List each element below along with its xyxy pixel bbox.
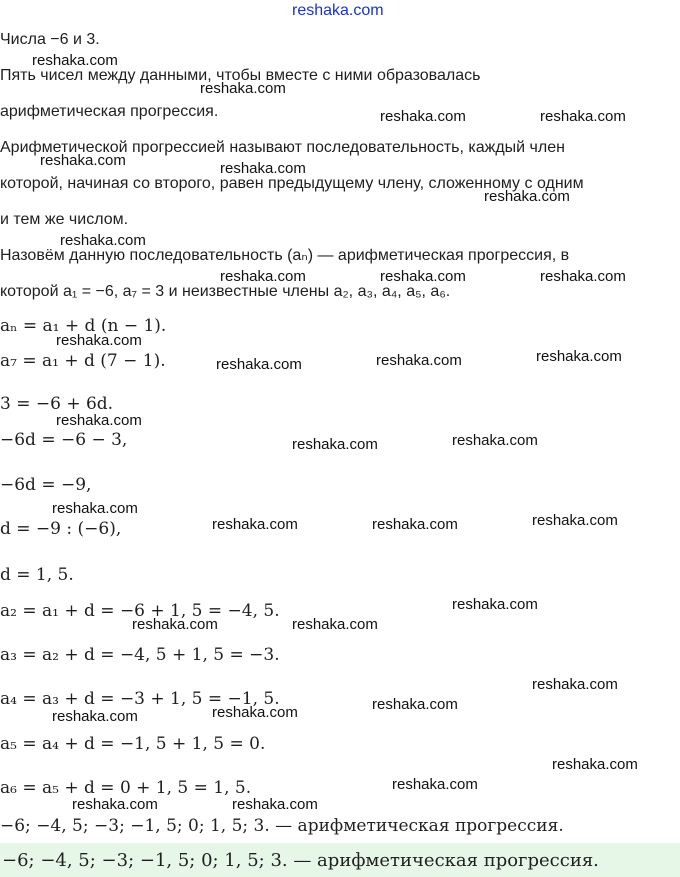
watermark: reshaka.com	[40, 152, 126, 169]
watermark: reshaka.com	[536, 348, 622, 365]
watermark: reshaka.com	[552, 756, 638, 773]
watermark: reshaka.com	[220, 268, 306, 285]
watermark: reshaka.com	[532, 512, 618, 529]
watermark: reshaka.com	[56, 412, 142, 429]
watermark: reshaka.com	[232, 796, 318, 813]
formula-a2: a₂ = a₁ + d = −6 + 1, 5 = −4, 5.	[0, 601, 280, 621]
formula-general: aₙ = a₁ + d (n − 1).	[0, 316, 167, 336]
watermark: reshaka.com	[220, 160, 306, 177]
watermark: reshaka.com	[52, 708, 138, 725]
watermark: reshaka.com	[212, 516, 298, 533]
watermark: reshaka.com	[56, 332, 142, 349]
watermark: reshaka.com	[484, 188, 570, 205]
text-line-definition-2: которой, начиная со второго, равен предыдущему члену, сложенному с одним	[0, 175, 584, 192]
watermark: reshaka.com	[292, 436, 378, 453]
watermark: reshaka.com	[212, 704, 298, 721]
formula-step-1: 3 = −6 + 6d.	[0, 394, 114, 414]
text-line-naming-2: которой a₁ = −6, a₇ = 3 и неизвестные члены a₂, a₃, a₄, a₅, a₆.	[0, 283, 451, 300]
formula-step-4: d = −9 : (−6),	[0, 519, 122, 539]
watermark: reshaka.com	[292, 616, 378, 633]
formula-a7: a₇ = a₁ + d (7 − 1).	[0, 351, 166, 371]
watermark: reshaka.com	[372, 516, 458, 533]
formula-a5: a₅ = a₄ + d = −1, 5 + 1, 5 = 0.	[0, 734, 266, 754]
watermark: reshaka.com	[372, 696, 458, 713]
watermark: reshaka.com	[532, 676, 618, 693]
text-line-naming: Назовём данную последовательность (aₙ) — арифметическая прогрессия, в	[0, 247, 570, 264]
watermark: reshaka.com	[72, 796, 158, 813]
watermark: reshaka.com	[380, 268, 466, 285]
formula-a4: a₄ = a₃ + d = −3 + 1, 5 = −1, 5.	[0, 689, 280, 709]
watermark: reshaka.com	[32, 52, 118, 69]
watermark: reshaka.com	[376, 352, 462, 369]
watermark: reshaka.com	[380, 108, 466, 125]
formula-step-3: −6d = −9,	[0, 475, 92, 495]
text-line-numbers: Числа −6 и 3.	[0, 31, 100, 48]
watermark: reshaka.com	[540, 268, 626, 285]
text-line-task-cont: арифметическая прогрессия.	[0, 103, 219, 120]
answer-box	[0, 843, 680, 877]
watermark: reshaka.com	[200, 80, 286, 97]
formula-a3: a₃ = a₂ + d = −4, 5 + 1, 5 = −3.	[0, 645, 280, 665]
watermark: reshaka.com	[452, 432, 538, 449]
watermark: reshaka.com	[392, 776, 478, 793]
watermark: reshaka.com	[216, 356, 302, 373]
formula-d: d = 1, 5.	[0, 565, 74, 585]
answer-text: −6; −4, 5; −3; −1, 5; 0; 1, 5; 3. — арифметическая прогрессия.	[2, 850, 599, 871]
result-line: −6; −4, 5; −3; −1, 5; 0; 1, 5; 3. — арифметическая прогрессия.	[0, 816, 564, 836]
watermark: reshaka.com	[540, 108, 626, 125]
watermark: reshaka.com	[52, 500, 138, 517]
formula-a6: a₆ = a₅ + d = 0 + 1, 5 = 1, 5.	[0, 778, 252, 798]
watermark: reshaka.com	[60, 232, 146, 249]
text-line-definition-3: и тем же числом.	[0, 211, 129, 228]
watermark: reshaka.com	[452, 596, 538, 613]
watermark: reshaka.com	[132, 616, 218, 633]
text-line-definition: Арифметической прогрессией называют последовательность, каждый член	[0, 139, 565, 156]
site-header-link[interactable]: reshaka.com	[292, 2, 384, 19]
text-line-task: Пять чисел между данными, чтобы вместе с ними образовалась	[0, 67, 481, 84]
formula-step-2: −6d = −6 − 3,	[0, 430, 128, 450]
